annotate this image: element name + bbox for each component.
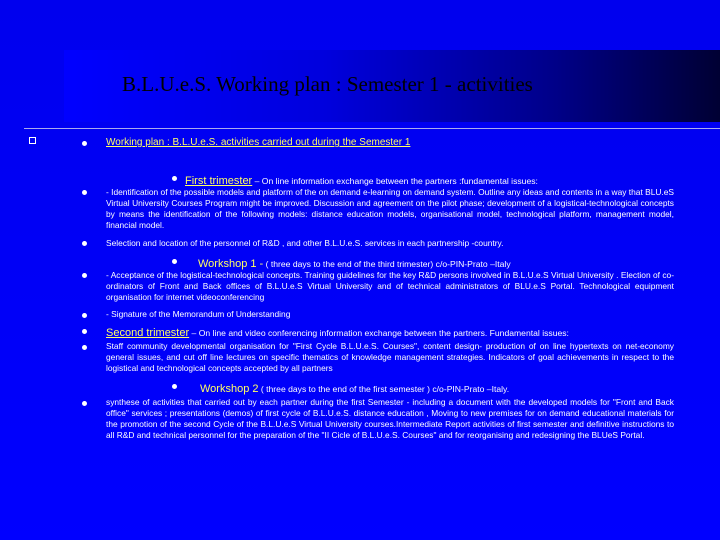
second-trimester-line (106, 323, 569, 341)
bullet-dot-icon (172, 384, 177, 389)
bullet-dot-icon (172, 259, 177, 264)
bullet-dot-icon (82, 190, 87, 195)
workshop1-label: Workshop 1 - (198, 258, 264, 270)
bullet-dot-icon (82, 345, 87, 350)
second-trimester-label: Second trimester (106, 327, 190, 339)
first-trimester-suffix: – On line information exchange between the partners :fundamental issues: (252, 176, 538, 186)
paragraph-acceptance: - Acceptance of the logistical-technological concepts. Training guidelines for the key R&D persons involved in B.L.U.e.S Virtual University . Election of co-ordinators of Front and Back offices of B.L.U.e.S Virtual University and of technical administrators of BLU.e.S Portal. Technological equipment organisation for internet videoconferencing (106, 270, 674, 302)
second-trimester-suffix: – On line and video conferencing information exchange between the partners. Fundamental issues: (189, 328, 569, 338)
section-heading: Working plan : B.L.U.e.S. activities carried out during the Semester 1 (106, 137, 411, 148)
bullet-dot-icon (82, 329, 87, 334)
workshop1-suffix: ( three days to the end of the third trimester) c/o-PIN-Prato –Italy (263, 259, 511, 269)
bullet-dot-icon (82, 401, 87, 406)
title-divider (24, 128, 720, 129)
bullet-dot-icon (82, 141, 87, 146)
paragraph-signature: - Signature of the Memorandum of Understanding (106, 309, 291, 319)
bullet-dot-icon (172, 176, 177, 181)
page-title: B.L.U.e.S. Working plan : Semester 1 - activities (122, 72, 533, 96)
first-trimester-label: First trimester (185, 175, 253, 187)
workshop2-suffix: ( three days to the end of the first semester ) c/o-PIN-Prato –Italy. (258, 384, 510, 394)
paragraph-selection: Selection and location of the personnel of R&D , and other B.L.U.e.S. services in each partnership -country. (106, 238, 504, 248)
square-bullet-icon (29, 137, 36, 144)
paragraph-identification: - Identification of the possible models and platform of the on demand e-learning on demand system. Outline any ideas and contents in a way that BLU.eS Virtual University Courses Program might be improved. Discussion and agreement on the pilot phase; development of a logistical-technological concepts by means the identification of the following models: distance education models, organisational model, technological platform, management model, financial model. (106, 187, 674, 230)
bullet-dot-icon (82, 273, 87, 278)
paragraph-synthese: synthese of activities that carried out by each partner during the first Semester - including a document with the developed models for "Front and Back office" services ; presentations (demos) of first cycle of B.L.U.e.S. distance education , Moving to new premises for on demand educational materials for the promotion of the second Cycle of the B.L.U.e.S Virtual University courses.Intermediate Report activities of first semester and definitive instructions to all R&D and technical personnel for the preparation of the "II Cicle of B.L.U.e.S. Courses" and for reorganising and redesigning the BLUeS Portal. (106, 397, 674, 440)
paragraph-staff: Staff community developmental organisation for "First Cycle B.L.U.e.S. Courses", content design- production of on line hypertexts on net-economy general issues, and cut off line lectures on specific thematics of knowledge management strategies. Indicators of goal achievements in respect to the logistical and technological concepts accepted by all partners (106, 341, 674, 373)
bullet-dot-icon (82, 241, 87, 246)
bullet-dot-icon (82, 313, 87, 318)
workshop2-line (200, 379, 509, 397)
workshop2-label: Workshop 2 (200, 383, 259, 395)
